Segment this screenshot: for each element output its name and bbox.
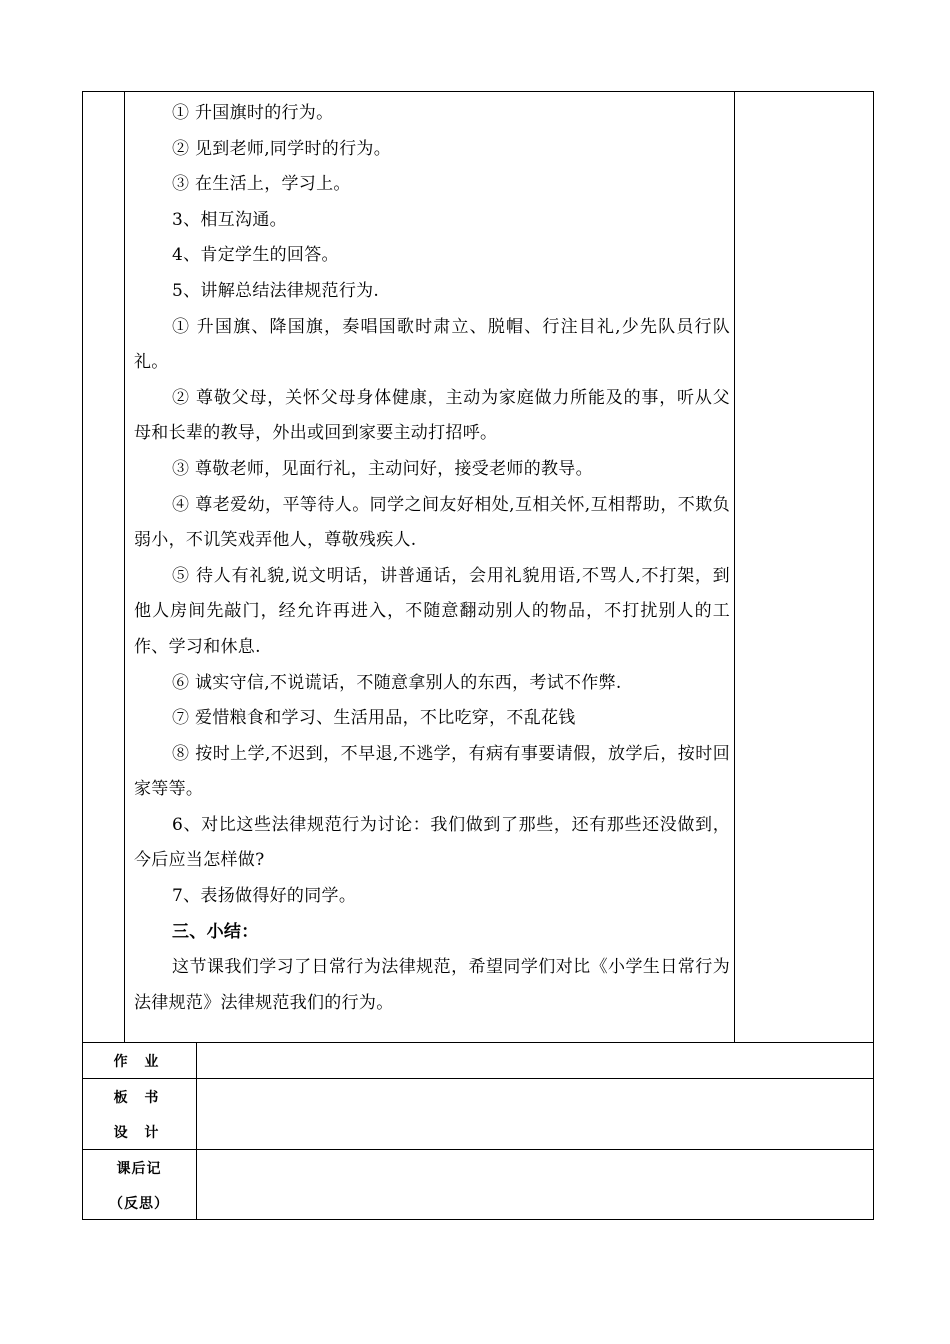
reflection-label-line1: 课后记 xyxy=(116,1161,162,1177)
homework-label: 作 业 xyxy=(113,1054,165,1070)
label-column-divider xyxy=(196,1042,197,1220)
body-paragraph: ③ 在生活上，学习上。 xyxy=(172,174,351,195)
body-paragraph: 5、讲解总结法律规范行为. xyxy=(172,280,380,301)
body-paragraph: ④ 尊老爱幼，平等待人。同学之间友好相处,互相关怀,互相帮助，不欺负弱小，不讥笑戏弄他人，尊敬残疾人. xyxy=(134,494,730,551)
body-paragraph: ⑥ 诚实守信,不说谎话，不随意拿别人的东西，考试不作弊. xyxy=(172,672,622,693)
right-column-divider xyxy=(734,91,735,1042)
body-paragraph: ⑤ 待人有礼貌,说文明话，讲普通话，会用礼貌用语,不骂人,不打架，到他人房间先敲门，经允许再进入，不随意翻动别人的物品，不打扰别人的工作、学习和休息. xyxy=(134,565,730,657)
body-paragraph: ② 见到老师,同学时的行为。 xyxy=(172,138,392,159)
body-paragraph: ① 升国旗、降国旗，奏唱国歌时肃立、脱帽、行注目礼,少先队员行队礼。 xyxy=(134,316,730,373)
body-paragraph: ③ 尊敬老师，见面行礼，主动问好，接受老师的教导。 xyxy=(172,458,593,479)
body-paragraph: 4、肯定学生的回答。 xyxy=(172,245,339,266)
body-paragraph: ⑧ 按时上学,不迟到，不早退,不逃学，有病有事要请假，放学后，按时回家等等。 xyxy=(134,743,730,800)
body-paragraph: ① 升国旗时的行为。 xyxy=(172,103,334,123)
reflection-row-top xyxy=(82,1149,874,1150)
reflection-label-line2: （反思） xyxy=(109,1196,169,1212)
board-row-top xyxy=(82,1078,874,1079)
board-design-label-line2: 设 计 xyxy=(113,1125,165,1141)
summary-text: 这节课我们学习了日常行为法律规范，希望同学们对比《小学生日常行为法律规范》法律规范我们的行为。 xyxy=(134,957,730,1013)
body-paragraph: 6、对比这些法律规范行为讨论：我们做到了那些，还有那些还没做到，今后应当怎样做? xyxy=(134,814,730,871)
body-paragraph: ② 尊敬父母，关怀父母身体健康，主动为家庭做力所能及的事，听从父母和长辈的教导，外出或回到家要主动打招呼。 xyxy=(134,387,730,444)
left-column-divider xyxy=(124,91,125,1042)
homework-row-top xyxy=(82,1042,874,1043)
teaching-content xyxy=(134,96,730,1021)
body-paragraph: 3、相互沟通。 xyxy=(172,209,287,230)
body-paragraph: ⑦ 爱惜粮食和学习、生活用品，不比吃穿，不乱花钱 xyxy=(172,708,576,729)
body-paragraph: 7、表扬做得好的同学。 xyxy=(172,886,357,907)
summary-heading: 三、小结： xyxy=(172,921,259,942)
board-design-label-line1: 板 书 xyxy=(113,1090,165,1106)
